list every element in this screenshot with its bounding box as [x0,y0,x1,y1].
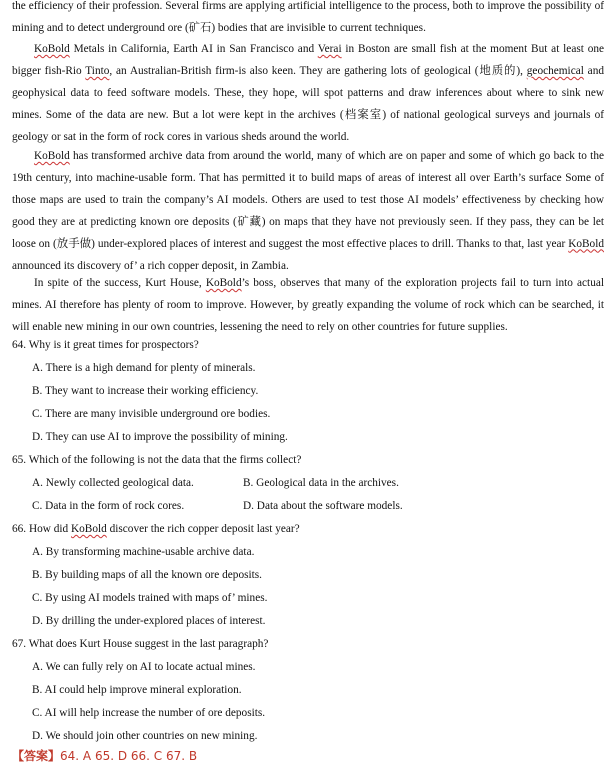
question-67-option-b: B. AI could help improve mineral exploration. [32,684,242,696]
paragraph-0-text: the efficiency of their profession. Several firms are applying artificial intelligence to the process, both to improve the possibility of mining and to detect underground ore (矿石) bodies that are invisible to current techniques. [12,0,604,34]
question-67-option-a: A. We can fully rely on AI to locate actual mines. [32,661,256,673]
term-tinto: Tinto [85,64,110,77]
question-65-option-a: A. Newly collected geological data. [32,477,194,489]
term-kobold: KoBold [34,43,70,55]
passage-paragraph-1: KoBold Metals in California, Earth AI in San Francisco and Verai in Boston are small fish at the moment But at least one bigger fish-Rio Tinto, an Australian-British firm-is also keen. They are gathering lots of geological (地质的), geochemical and geophysical data to feed software models. These, they hope, will spot patterns and draw inferences about where to sink new mines. Some of the data are new. But a lot were kept in the archives (档案室) of national geological surveys and journals of geology or sat in the form of rock cores in various sheds around the world. [12,43,605,143]
question-65-stem: 65. Which of the following is not the data that the firms collect? [12,454,302,466]
question-66-option-c: C. By using AI models trained with maps of’ mines. [32,592,268,604]
term-kobold: KoBold [568,237,604,250]
question-67-option-d: D. We should join other countries on new mining. [32,730,258,742]
question-67-stem: 67. What does Kurt House suggest in the last paragraph? [12,638,269,650]
passage-paragraph-0 [12,0,604,40]
question-67-option-c: C. AI will help increase the number of ore deposits. [32,707,266,719]
question-65-option-c: C. Data in the form of rock cores. [32,500,185,512]
passage-paragraph-3: In spite of the success, Kurt House, KoBold’s boss, observes that many of the exploration projects fail to turn into actual mines. AI therefore has plenty of room to improve. However, by greatly expanding the volume of rock which can be searched, it will enable new mining in our own countries, lessening the need to rely on other countries for future supplies. [12,277,604,333]
question-65-option-b: B. Geological data in the archives. [243,477,399,489]
question-65-option-d: D. Data about the software models. [243,500,403,512]
question-66-option-d: D. By drilling the under-explored places of interest. [32,615,266,627]
question-64-option-d: D. They can use AI to improve the possibility of mining. [32,431,288,443]
term-kobold: KoBold [205,277,242,289]
term-kobold: KoBold [71,523,107,535]
answer-key-tag: 【答案】 [12,749,61,763]
answer-key-text: 64. A 65. D 66. C 67. B [60,749,198,763]
question-66-stem: 66. How did KoBold discover the rich copper deposit last year? [12,523,300,535]
term-verai: Verai [317,43,342,55]
answer-key [12,748,197,764]
question-64-option-a: A. There is a high demand for plenty of minerals. [32,362,256,374]
question-66-option-a: A. By transforming machine-usable archive data. [32,546,255,558]
term-kobold: KoBold [34,150,70,162]
question-64-option-b: B. They want to increase their working efficiency. [32,385,259,397]
question-64-option-c: C. There are many invisible underground ore bodies. [32,408,271,420]
question-64-stem: 64. Why is it great times for prospectors? [12,339,199,351]
term-geochemical: geochemical [526,64,584,77]
passage-paragraph-2: KoBold has transformed archive data from around the world, many of which are on paper and some of which go back to the 19th century, into machine-usable form. That has permitted it to build maps of areas of interest all over Earth’s surface Some of those maps are used to train the company’s AI models. Others are used to test those AI models’ effectiveness by checking how good they are at predicting known ore deposits (矿藏) on maps that they have not previously seen. If they pass, they can be let loose on (放手做) under-explored places of interest and suggest the most effective places to drill. Thanks to that, last year KoBold announced its discovery of’ a rich copper deposit, in Zambia. [12,150,604,272]
question-66-option-b: B. By building maps of all the known ore deposits. [32,569,262,581]
